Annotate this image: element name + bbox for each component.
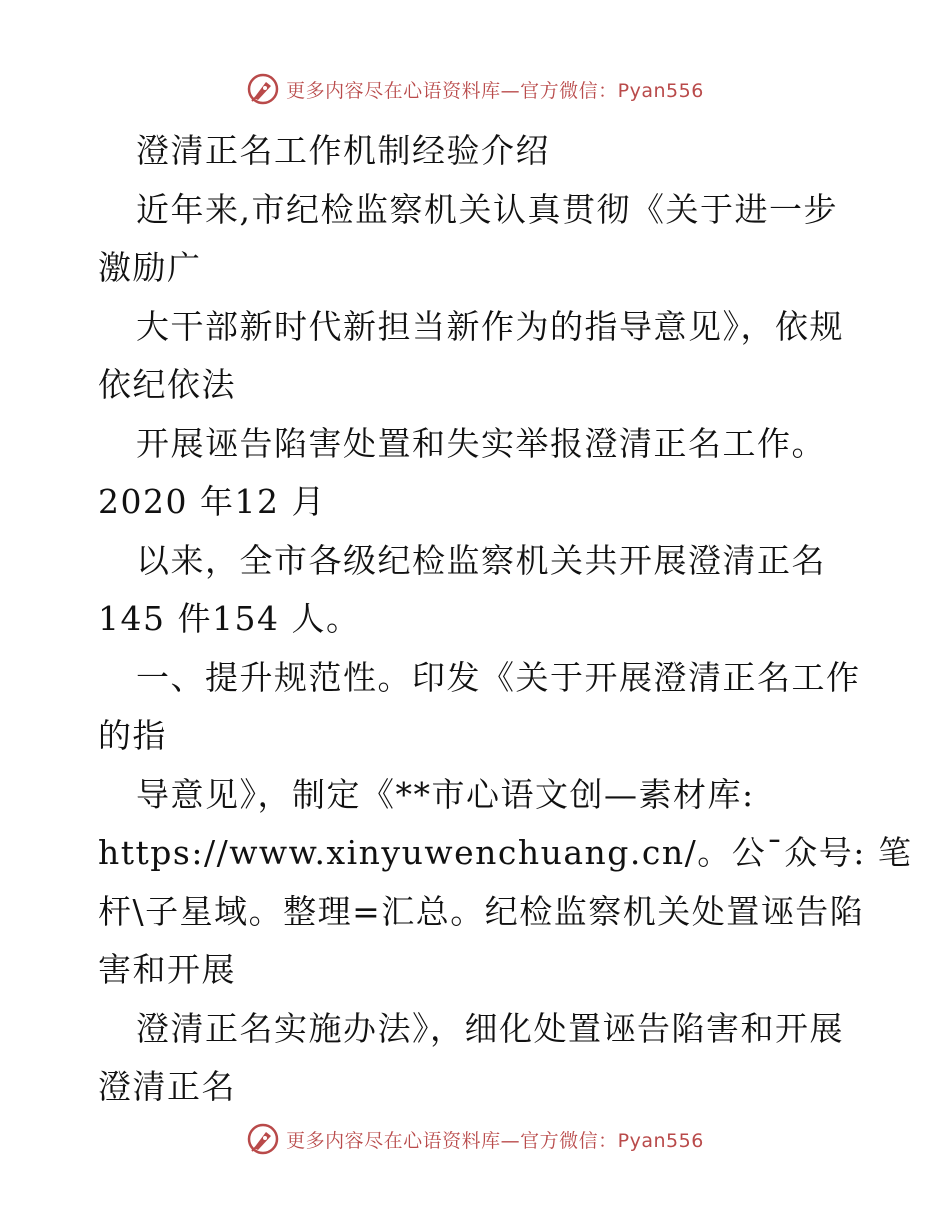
text-line: 澄清正名	[98, 1067, 236, 1106]
document-body	[98, 122, 913, 1117]
text-line: https://www.xinyuwenchuang.cn/。公¯众号: 笔	[98, 833, 913, 872]
text-line: 导意见》，制定《**市心语文创—素材库:	[136, 774, 755, 814]
text-line: 害和开展	[98, 950, 236, 989]
pen-nib-icon	[246, 72, 280, 106]
text-line: 澄清正名工作机制经验介绍	[136, 131, 550, 170]
watermark-text: 更多内容尽在心语资料库—官方微信：Pyan556	[286, 79, 704, 102]
text-line: 一、提升规范性。印发《关于开展澄清正名工作	[136, 657, 861, 697]
text-line: 激励广	[98, 248, 202, 287]
footer-watermark	[0, 1122, 950, 1156]
text-line: 的指	[98, 716, 167, 755]
pen-nib-icon	[246, 1122, 280, 1156]
header-watermark	[0, 72, 950, 106]
text-line: 依纪依法	[98, 365, 236, 404]
text-line: 澄清正名实施办法》，细化处置诬告陷害和开展	[136, 1008, 844, 1048]
text-line: 145 件154 人。	[98, 599, 361, 638]
text-line: 大干部新时代新担当新作为的指导意见》，依规	[136, 306, 844, 346]
text-line: 近年来,市纪检监察机关认真贯彻《关于进一步	[136, 189, 838, 229]
watermark-text: 更多内容尽在心语资料库—官方微信：Pyan556	[286, 1129, 704, 1152]
text-line: 以来，全市各级纪检监察机关共开展澄清正名	[136, 540, 826, 580]
text-line: 2020 年12 月	[98, 482, 326, 521]
text-line: 开展诬告陷害处置和失实举报澄清正名工作。	[136, 423, 826, 463]
text-line: 杆\子星域。整理=汇总。纪检监察机关处置诬告陷	[98, 891, 865, 931]
